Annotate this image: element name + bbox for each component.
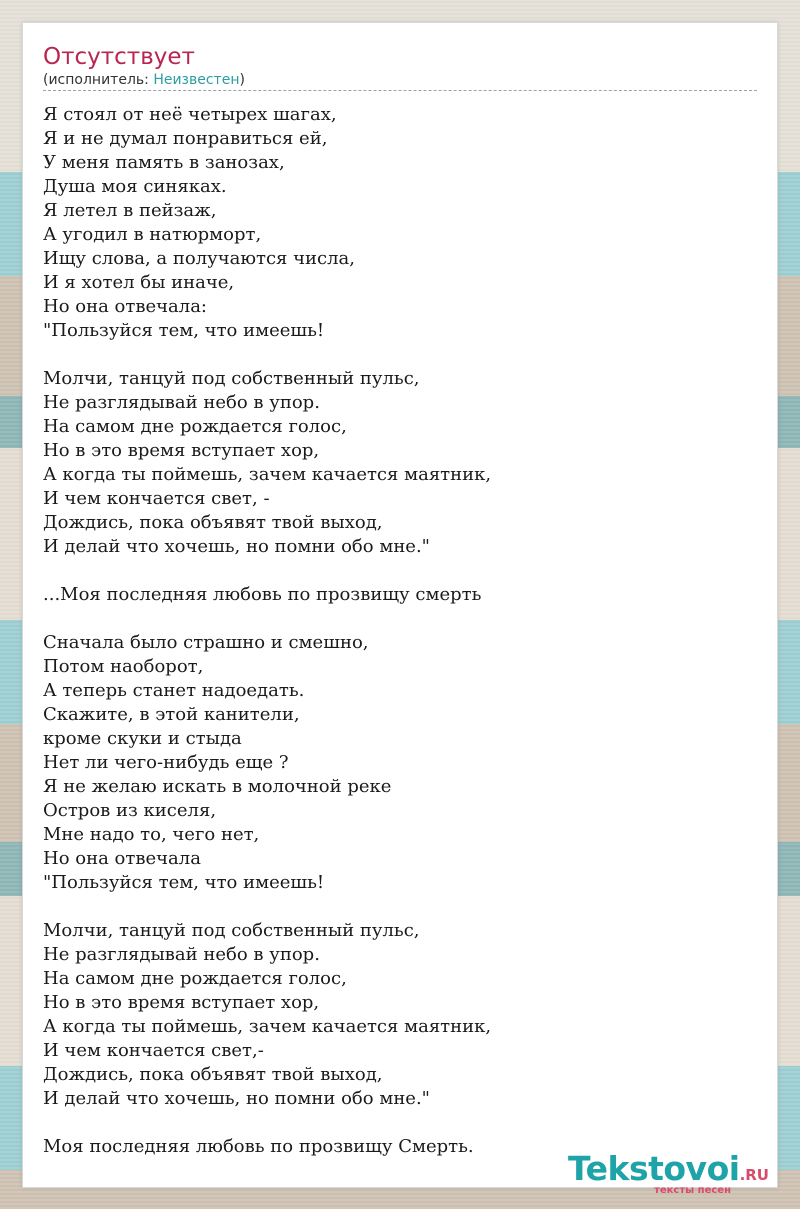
lyrics-line: Я не желаю искать в молочной реке — [43, 776, 392, 797]
lyrics-line: Скажите, в этой канители, — [43, 704, 300, 725]
lyrics-line: Я и не думал понравиться ей, — [43, 128, 328, 149]
logo-tld: .RU — [739, 1166, 769, 1184]
song-title: Отсутствует — [43, 44, 195, 70]
title-divider — [43, 90, 757, 91]
lyrics-line: Потом наоборот, — [43, 656, 204, 677]
lyrics-line: Сначала было страшно и смешно, — [43, 632, 369, 653]
lyrics-line: Душа моя синяках. — [43, 176, 227, 197]
lyrics-line: Не разглядывай небо в упор. — [43, 392, 320, 413]
artist-link[interactable]: Неизвестен — [153, 72, 240, 88]
lyrics-line: Моя последняя любовь по прозвищу Смерть. — [43, 1136, 474, 1157]
lyrics-line: Нет ли чего-нибудь еще ? — [43, 752, 289, 773]
lyrics-line: Я стоял от неё четырех шагах, — [43, 104, 337, 125]
lyrics-line: Дождись, пока объявят твой выход, — [43, 512, 383, 533]
lyrics-line: Не разглядывай небо в упор. — [43, 944, 320, 965]
lyrics-line: Молчи, танцуй под собственный пульс, — [43, 920, 420, 941]
lyrics-blank-line — [43, 895, 491, 919]
lyrics-line: Но в это время вступает хор, — [43, 992, 320, 1013]
lyrics-line: "Пользуйся тем, что имеешь! — [43, 320, 325, 341]
lyrics-line: А когда ты поймешь, зачем качается маятник, — [43, 464, 492, 485]
lyrics-line: ...Моя последняя любовь по прозвищу смерть — [43, 584, 482, 605]
logo-tagline: тексты песен — [654, 1185, 731, 1196]
lyrics-line: А угодил в натюрморт, — [43, 224, 262, 245]
lyrics-blank-line — [43, 559, 491, 583]
lyrics-line: На самом дне рождается голос, — [43, 416, 347, 437]
lyrics-line: "Пользуйся тем, что имеешь! — [43, 872, 325, 893]
lyrics-line: Но она отвечала — [43, 848, 201, 869]
lyrics-line: А теперь станет надоедать. — [43, 680, 305, 701]
lyrics-line: И я хотел бы иначе, — [43, 272, 235, 293]
lyrics-line: Но в это время вступает хор, — [43, 440, 320, 461]
lyrics-line: Дождись, пока объявят твой выход, — [43, 1064, 383, 1085]
logo-name: Tekstovoi — [568, 1149, 740, 1188]
site-logo[interactable] — [568, 1149, 769, 1196]
lyrics-blank-line — [43, 607, 491, 631]
lyrics-line: Я летел в пейзаж, — [43, 200, 217, 221]
lyrics-blank-line — [43, 343, 491, 367]
artist-prefix: (исполнитель: — [43, 72, 154, 88]
lyrics-text — [43, 103, 491, 1159]
lyrics-line: Остров из киселя, — [43, 800, 217, 821]
lyrics-line: И чем кончается свет, - — [43, 488, 270, 509]
lyrics-line: Мне надо то, чего нет, — [43, 824, 260, 845]
song-card — [22, 22, 778, 1196]
lyrics-line: Но она отвечала: — [43, 296, 207, 317]
lyrics-blank-line — [43, 1111, 491, 1135]
lyrics-line: На самом дне рождается голос, — [43, 968, 347, 989]
lyrics-line: кроме скуки и стыда — [43, 728, 242, 749]
lyrics-line: Ищу слова, а получаются числа, — [43, 248, 356, 269]
lyrics-line: У меня память в занозах, — [43, 152, 285, 173]
artist-suffix: ) — [239, 72, 245, 88]
lyrics-line: И чем кончается свет,- — [43, 1040, 264, 1061]
lyrics-line: А когда ты поймешь, зачем качается маятник, — [43, 1016, 492, 1037]
lyrics-line: И делай что хочешь, но помни обо мне." — [43, 536, 430, 557]
lyrics-line: Молчи, танцуй под собственный пульс, — [43, 368, 420, 389]
lyrics-line: И делай что хочешь, но помни обо мне." — [43, 1088, 430, 1109]
artist-line — [43, 71, 245, 89]
